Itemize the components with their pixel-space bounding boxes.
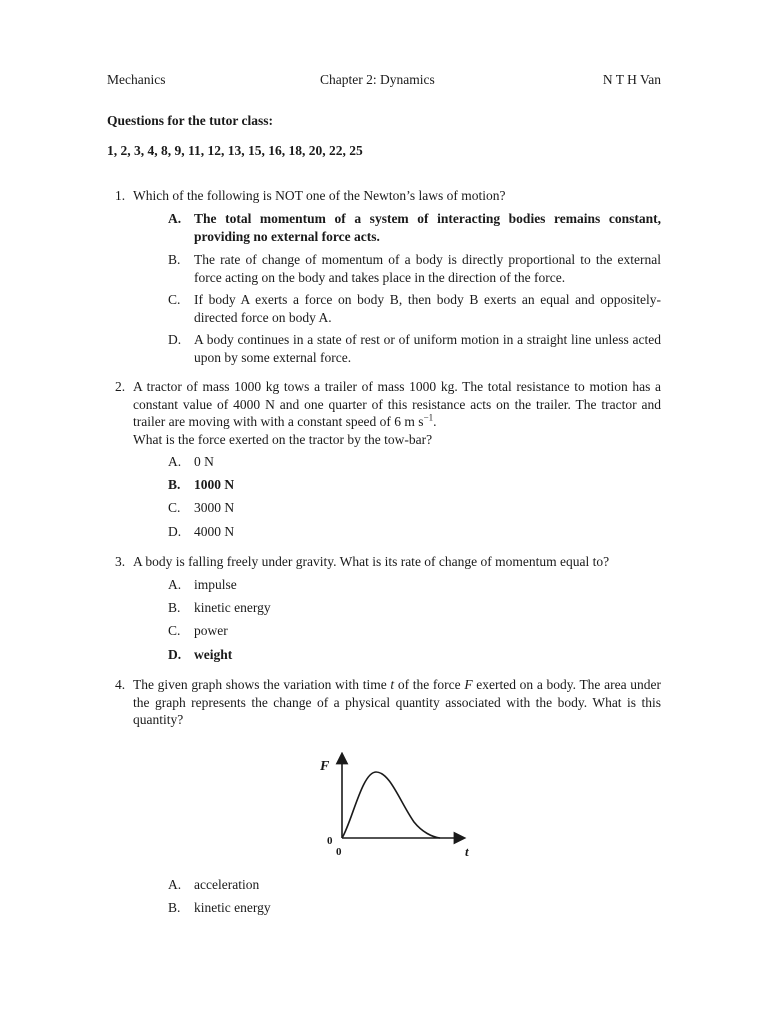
- force-time-graph: [318, 752, 478, 862]
- q1-option-c: C. If body A exerts a force on body B, then body B exerts an equal and oppositely-directed force on body A.: [168, 292, 661, 325]
- q2-option-d: D. 4000 N: [168, 524, 235, 539]
- question-4: [115, 676, 661, 729]
- q4-option-a: A. acceleration: [168, 877, 260, 892]
- tutor-question-list: 1, 2, 3, 4, 8, 9, 11, 12, 13, 15, 16, 18, 20, 22, 25: [107, 143, 363, 158]
- origin-x-label: 0: [336, 846, 342, 858]
- force-curve: [342, 772, 440, 838]
- q3-option-a: A. impulse: [168, 577, 237, 592]
- q1-option-b: B. The rate of change of momentum of a body is directly proportional to the external force acting on the body and takes place in the direction of the force.: [168, 252, 661, 285]
- question-3: [115, 553, 661, 571]
- q1-option-a: A. The total momentum of a system of interacting bodies remains constant, providing no external force acts.: [168, 211, 661, 244]
- q3-option-b: B. kinetic energy: [168, 600, 271, 615]
- q2-option-c: C. 3000 N: [168, 500, 235, 515]
- origin-y-label: 0: [327, 835, 333, 847]
- header-course: Mechanics: [107, 72, 166, 87]
- q2-option-b: B. 1000 N: [168, 477, 235, 492]
- q3-option-c: C. power: [168, 623, 228, 638]
- question-1: [115, 187, 661, 205]
- question-number: 1.: [115, 188, 126, 203]
- header-author: N T H Van: [602, 72, 661, 87]
- q4-option-b: B. kinetic energy: [168, 900, 271, 915]
- q2-option-a: A. 0 N: [168, 454, 214, 469]
- question-stem: A tractor of mass 1000 kg tows a trailer of mass 1000 kg. The total resistance to motion has a constant value of 4000 N and one quarter of this resistance acts on the trailer. The tractor and trailer are moving with with a constant speed of 6 m $s^{-1}$. What is the force exerted on the tractor by the tow-bar?: [133, 379, 661, 447]
- tutor-title: Questions for the tutor class:: [107, 113, 273, 128]
- y-axis-label: F: [320, 759, 330, 774]
- question-stem: Which of the following is NOT one of the Newton’s laws of motion?: [133, 188, 506, 203]
- header-chapter: Chapter 2: Dynamics: [320, 72, 435, 87]
- question-2: [115, 378, 661, 448]
- q1-option-d: D. A body continues in a state of rest or of uniform motion in a straight line unless acted upon by some external force.: [168, 332, 661, 365]
- question-stem: The given graph shows the variation with time t of the force F exerted on a body. The area under the graph represents the change of a physical quantity associated with the body. What is this quantity?: [133, 677, 661, 727]
- question-stem: A body is falling freely under gravity. What is its rate of change of momentum equal to?: [133, 554, 610, 569]
- question-number: 3.: [115, 554, 126, 569]
- page-header: [107, 72, 661, 90]
- q3-option-d: D. weight: [168, 647, 233, 662]
- question-number: 2.: [115, 379, 126, 394]
- x-axis-label: t: [465, 844, 469, 859]
- question-number: 4.: [115, 677, 126, 692]
